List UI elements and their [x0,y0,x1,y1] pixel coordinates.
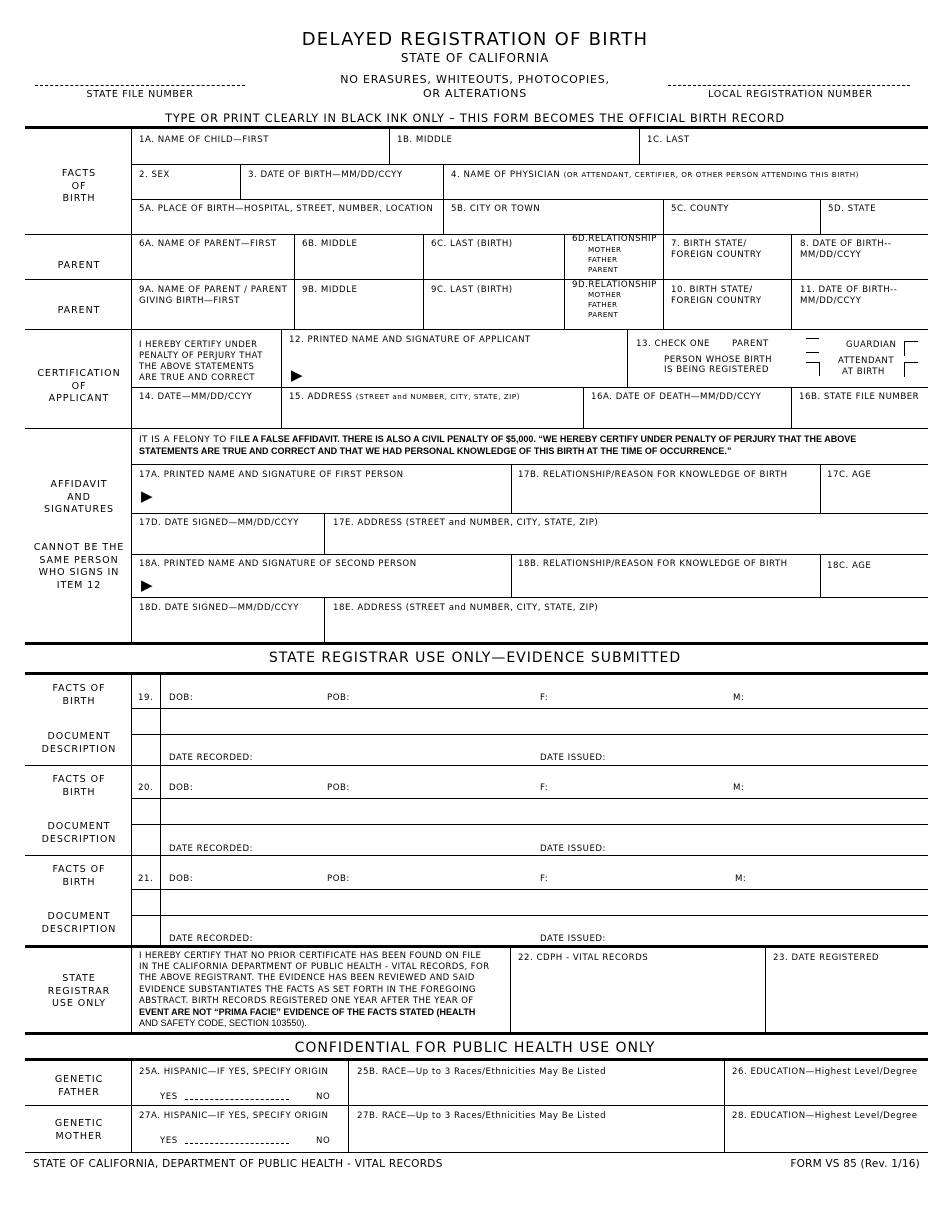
rule-row3 [131,199,928,200]
registrar-cert-line2: IN THE CALIFORNIA DEPARTMENT OF PUBLIC HEALTH - VITAL RECORDS, FOR [139,962,490,973]
section-parent-1: PARENT [57,260,101,271]
checkbox-parent-bottom [806,352,819,353]
rule-affidavit-top [25,428,928,429]
v-18e [324,597,325,642]
reg-cert-23-divider [765,948,766,1032]
v-6d [564,234,565,329]
field-9d-parent[interactable]: PARENT [588,310,619,319]
rule-parent1-top [25,234,928,235]
reg-21-f[interactable]: F: [540,874,549,884]
field-4-label: 4. NAME OF PHYSICIAN [451,170,561,180]
field-8-line1[interactable]: 8. DATE OF BIRTH-- [800,239,892,249]
rule-row14 [131,387,928,388]
felony-warning-a: IT IS A FELONY TO FI [139,435,239,445]
signature-arrow-icon: ▶ [141,487,153,505]
field-17c[interactable]: 17C. AGE [827,470,872,480]
felony-warning-c: STATEMENTS ARE TRUE AND CORRECT AND THAT WE HAD PERSONAL KNOWLEDGE OF THIS BIRTH AT THE TIME OF OCCURRENCE.” [139,446,732,456]
field-11-line1[interactable]: 11. DATE OF BIRTH-- [800,285,898,295]
v-17e [324,513,325,554]
registrar-cert-line1: I HEREBY CERTIFY THAT NO PRIOR CERTIFICATE HAS BEEN FOUND ON FILE [139,951,482,961]
signature-arrow-icon: ▶ [291,366,303,384]
conf-bottom [25,1152,928,1153]
reg-20-f[interactable]: F: [540,783,549,793]
rule-row2 [131,164,928,165]
reg-20-pob[interactable]: POB: [327,783,350,793]
footer-form-number: FORM VS 85 (Rev. 1/16) [790,1158,920,1170]
instruction-line: TYPE OR PRINT CLEARLY IN BLACK INK ONLY – THIS FORM BECOMES THE OFFICIAL BIRTH RECORD [165,112,785,125]
reg-21-line-b [131,915,928,916]
field-25a-no[interactable]: NO [316,1092,331,1102]
field-5a[interactable]: 5A. PLACE OF BIRTH—HOSPITAL, STREET, NUMBER, LOCATION [139,204,434,214]
reg-21-num: 21. [138,874,154,884]
cert-text-4: ARE TRUE AND CORRECT [139,372,256,382]
field-11-line2: MM/DD/CCYY [800,296,862,306]
registrar-heading: STATE REGISTRAR USE ONLY—EVIDENCE SUBMITTED [268,650,682,666]
field-27a-origin-line[interactable] [185,1143,289,1144]
reg-cert-22-divider [510,948,511,1032]
option-attendant-line2: AT BIRTH [842,367,885,377]
notice-line1: NO ERASURES, WHITEOUTS, PHOTOCOPIES, [340,73,610,86]
field-9d-father[interactable]: FATHER [588,300,618,309]
field-28[interactable]: 28. EDUCATION—Highest Level/Degree [732,1111,918,1121]
field-8-line2: MM/DD/CCYY [800,250,862,260]
reg-20-m[interactable]: M: [733,783,745,793]
field-4[interactable] [451,170,859,180]
field-17a[interactable]: 17A. PRINTED NAME AND SIGNATURE OF FIRST PERSON [139,470,404,480]
v-17b [511,464,512,513]
reg-20-line-a [131,798,928,799]
field-16b[interactable]: 16B. STATE FILE NUMBER [799,392,920,402]
field-17b[interactable]: 17B. RELATIONSHIP/REASON FOR KNOWLEDGE OF BIRTH [518,470,788,480]
conf-race-divider [348,1061,349,1152]
rule-cert-top [25,329,928,330]
field-12[interactable]: 12. PRINTED NAME AND SIGNATURE OF APPLICANT [289,335,531,345]
field-16a[interactable]: 16A. DATE OF DEATH—MM/DD/CCYY [591,392,762,402]
field-6d[interactable]: 6D.RELATIONSHIP [572,234,657,244]
state-file-number-line[interactable] [35,85,245,86]
registrar-cert-top-rule [25,945,928,948]
reg-21-dob[interactable]: DOB: [169,874,194,884]
v-4 [443,164,444,234]
reg-20-facts-label: FACTS OF BIRTH [52,774,106,798]
reg-21-m[interactable]: M: [735,874,747,884]
confidential-heading: CONFIDENTIAL FOR PUBLIC HEALTH USE ONLY [294,1040,656,1056]
v-8 [791,234,792,329]
reg-19-f[interactable]: F: [540,693,549,703]
field-18b[interactable]: 18B. RELATIONSHIP/REASON FOR KNOWLEDGE OF BIRTH [518,559,788,569]
top-rule [25,126,928,129]
field-9b[interactable]: 9B. MIDDLE [302,285,358,295]
local-registration-number-line[interactable] [668,85,910,86]
option-parent[interactable]: PARENT [732,339,769,349]
reg-19-pob[interactable]: POB: [327,693,350,703]
field-6d-father[interactable]: FATHER [588,255,618,264]
field-25a-origin-line[interactable] [185,1099,289,1100]
rule-row18 [131,554,928,555]
conf-edu-divider [724,1061,725,1152]
field-18c[interactable]: 18C. AGE [827,561,872,571]
field-18e[interactable]: 18E. ADDRESS (STREET and NUMBER, CITY, STATE, ZIP) [333,603,599,613]
reg-19-line-a [131,708,928,709]
field-15-label: 15. ADDRESS [289,392,353,402]
field-26[interactable]: 26. EDUCATION—Highest Level/Degree [732,1067,918,1077]
field-1b[interactable]: 1B. MIDDLE [397,135,453,145]
field-5c[interactable]: 5C. COUNTY [671,204,730,214]
form-title: DELAYED REGISTRATION OF BIRTH [301,29,649,50]
field-2[interactable]: 2. SEX [139,170,170,180]
v-16a [583,387,584,428]
section-genetic-mother: GENETIC MOTHER [54,1118,104,1142]
v-5d [820,199,821,234]
checkbox-person[interactable] [806,362,820,376]
field-27a-yes[interactable]: YES [160,1136,178,1146]
v-1c [639,129,640,164]
reg-19-facts-label: FACTS OF BIRTH [52,683,106,707]
checkbox-attendant[interactable] [904,362,918,377]
registrar-cert-last: AND SAFETY CODE, SECTION 103550). [139,1018,307,1029]
field-6b[interactable]: 6B. MIDDLE [302,239,358,249]
v-1b [389,129,390,164]
field-9a-line1[interactable]: 9A. NAME OF PARENT / PARENT [139,285,288,295]
option-person-line1[interactable]: PERSON WHOSE BIRTH [664,355,773,365]
reg-21-pob[interactable]: POB: [327,874,350,884]
reg-cert-label-divider [131,948,132,1032]
cert-text-2: PENALTY OF PERJURY THAT [139,350,263,360]
field-4-note: (OR ATTENDANT, CERTIFIER, OR OTHER PERSON ATTENDING THIS BIRTH) [563,170,859,179]
reg-20-num: 20. [138,783,154,793]
section-facts-of-birth: FACTS OF BIRTH [61,168,97,204]
section-certification: CERTIFICATION OF APPLICANT [37,368,121,404]
field-9a-line2: GIVING BIRTH—FIRST [139,296,240,306]
v-18c [820,554,821,597]
section-affidavit: AFFIDAVIT AND SIGNATURES [44,479,114,515]
reg-19-m[interactable]: M: [733,693,745,703]
reg-19-recorded[interactable]: DATE RECORDED: [169,753,254,763]
reg-20-dob[interactable]: DOB: [169,783,194,793]
field-27a[interactable]: 27A. HISPANIC—IF YES, SPECIFY ORIGIN [139,1111,329,1121]
field-9c[interactable]: 9C. LAST (BIRTH) [431,285,513,295]
reg-19-line-b [131,734,928,735]
registrar-cert-bold: EVENT ARE NOT “PRIMA FACIE” EVIDENCE OF THE FACTS STATED (HEALTH [139,1007,476,1018]
field-3[interactable]: 3. DATE OF BIRTH—MM/DD/CCYY [248,170,403,180]
rule-row17 [131,464,928,465]
field-5b[interactable]: 5B. CITY OR TOWN [451,204,541,214]
field-17e[interactable]: 17E. ADDRESS (STREET and NUMBER, CITY, STATE, ZIP) [333,518,599,528]
reg-21-line-a [131,889,928,890]
field-10-line1[interactable]: 10. BIRTH STATE/ [671,285,753,295]
field-25a[interactable]: 25A. HISPANIC—IF YES, SPECIFY ORIGIN [139,1067,329,1077]
reg-19-end [25,765,928,766]
field-23[interactable]: 23. DATE REGISTERED [773,953,880,963]
rule-row18d [131,597,928,598]
option-person-line2: IS BEING REGISTERED [664,365,769,375]
field-9d-mother[interactable]: MOTHER [588,290,622,299]
reg-20-line-b [131,824,928,825]
rule-row17d [131,513,928,514]
reg-19-issued[interactable]: DATE ISSUED: [540,753,606,763]
local-registration-number-label: LOCAL REGISTRATION NUMBER [708,89,873,100]
field-9d[interactable]: 9D.RELATIONSHIP [572,280,657,290]
field-10-line2: FOREIGN COUNTRY [671,296,762,306]
felony-warning-b: LE A FALSE AFFIDAVIT. THERE IS ALSO A CIVIL PENALTY OF $5,000. “WE HEREBY CERTIFY UNDER PENALTY OF PERJURY THAT THE ABOVE [238,434,857,444]
section-genetic-father: GENETIC FATHER [54,1074,104,1098]
confidential-top-rule [25,1032,928,1035]
v-6c [423,234,424,329]
field-25a-yes[interactable]: YES [160,1092,178,1102]
reg-label-divider [131,675,132,945]
reg-21-recorded[interactable]: DATE RECORDED: [169,934,254,944]
v-5c [663,199,664,329]
field-7-line2: FOREIGN COUNTRY [671,250,762,260]
field-1c[interactable]: 1C. LAST [647,135,690,145]
felony-warning [139,434,924,458]
v-18b [511,554,512,597]
notice-line2: OR ALTERATIONS [422,87,528,100]
reg-20-doc-label: DOCUMENT DESCRIPTION [41,821,117,845]
cert-text-1: I HEREBY CERTIFY UNDER [139,339,258,349]
registrar-cert-line5: ABSTRACT. BIRTH RECORDS REGISTERED ONE YEAR AFTER THE YEAR OF [139,995,474,1006]
field-17d[interactable]: 17D. DATE SIGNED—MM/DD/CCYY [139,518,299,528]
reg-20-end [25,855,928,856]
section-state-registrar: STATE REGISTRAR USE ONLY [47,973,111,1009]
v-13 [627,329,628,387]
cert-text-3: THE ABOVE STATEMENTS [139,361,255,371]
field-27b[interactable]: 27B. RACE—Up to 3 Races/Ethnicities May Be Listed [357,1111,607,1121]
section-cannot-be: CANNOT BE THE SAME PERSON WHO SIGNS IN ITEM 12 [33,542,125,591]
v-17c [820,464,821,513]
field-6d-mother[interactable]: MOTHER [588,245,622,254]
field-7-line1[interactable]: 7. BIRTH STATE/ [671,239,747,249]
reg-19-doc-label: DOCUMENT DESCRIPTION [41,731,117,755]
state-file-number-label: STATE FILE NUMBER [86,89,194,100]
v-12 [281,329,282,428]
v-3 [240,164,241,199]
reg-21-doc-label: DOCUMENT DESCRIPTION [41,911,117,935]
reg-20-issued[interactable]: DATE ISSUED: [540,844,606,854]
reg-num-divider [160,675,161,945]
confidential-heading-rule [25,1058,928,1061]
field-6a[interactable]: 6A. NAME OF PARENT—FIRST [139,239,277,249]
rule-parent2-top [25,279,928,280]
conf-row-divider [25,1105,928,1106]
form-subtitle: STATE OF CALIFORNIA [400,51,550,65]
registrar-cert-line4: EVIDENCE SUBSTANTIATES THE FACTS AS SET FORTH IN THE FOREGOING [139,984,476,995]
field-6c[interactable]: 6C. LAST (BIRTH) [431,239,513,249]
field-14[interactable]: 14. DATE—MM/DD/CCYY [139,392,253,402]
section-parent-2: PARENT [57,305,101,316]
field-27a-no[interactable]: NO [316,1136,331,1146]
v-16b [791,387,792,428]
label-column-divider [131,129,132,642]
option-attendant-line1[interactable]: ATTENDANT [838,356,895,366]
field-22[interactable]: 22. CDPH - VITAL RECORDS [518,953,649,963]
registrar-certification [139,951,507,1029]
field-1a[interactable]: 1A. NAME OF CHILD—FIRST [139,135,269,145]
field-15[interactable] [289,392,520,402]
reg-21-facts-label: FACTS OF BIRTH [52,864,106,888]
registrar-cert-line3: THE ABOVE REGISTRANT. THE EVIDENCE HAS BEEN REVIEWED AND SAID [139,973,475,984]
field-18a[interactable]: 18A. PRINTED NAME AND SIGNATURE OF SECOND PERSON [139,559,417,569]
v-6b [294,234,295,329]
field-5d[interactable]: 5D. STATE [828,204,877,214]
reg-19-num: 19. [138,693,154,703]
field-15-note: (STREET and NUMBER, CITY, STATE, ZIP) [355,392,520,401]
field-13: 13. CHECK ONE [636,339,710,349]
option-guardian[interactable]: GUARDIAN [846,340,897,350]
signature-arrow-icon: ▶ [141,576,153,594]
registrar-top-rule [25,642,928,645]
checkbox-parent[interactable] [806,338,819,339]
checkbox-guardian[interactable] [904,341,918,356]
reg-20-recorded[interactable]: DATE RECORDED: [169,844,254,854]
reg-21-issued[interactable]: DATE ISSUED: [540,934,606,944]
field-6d-parent[interactable]: PARENT [588,265,619,274]
footer-department: STATE OF CALIFORNIA, DEPARTMENT OF PUBLIC HEALTH - VITAL RECORDS [33,1158,443,1170]
reg-19-dob[interactable]: DOB: [169,693,194,703]
field-18d[interactable]: 18D. DATE SIGNED—MM/DD/CCYY [139,603,299,613]
field-25b[interactable]: 25B. RACE—Up to 3 Races/Ethnicities May Be Listed [357,1067,607,1077]
